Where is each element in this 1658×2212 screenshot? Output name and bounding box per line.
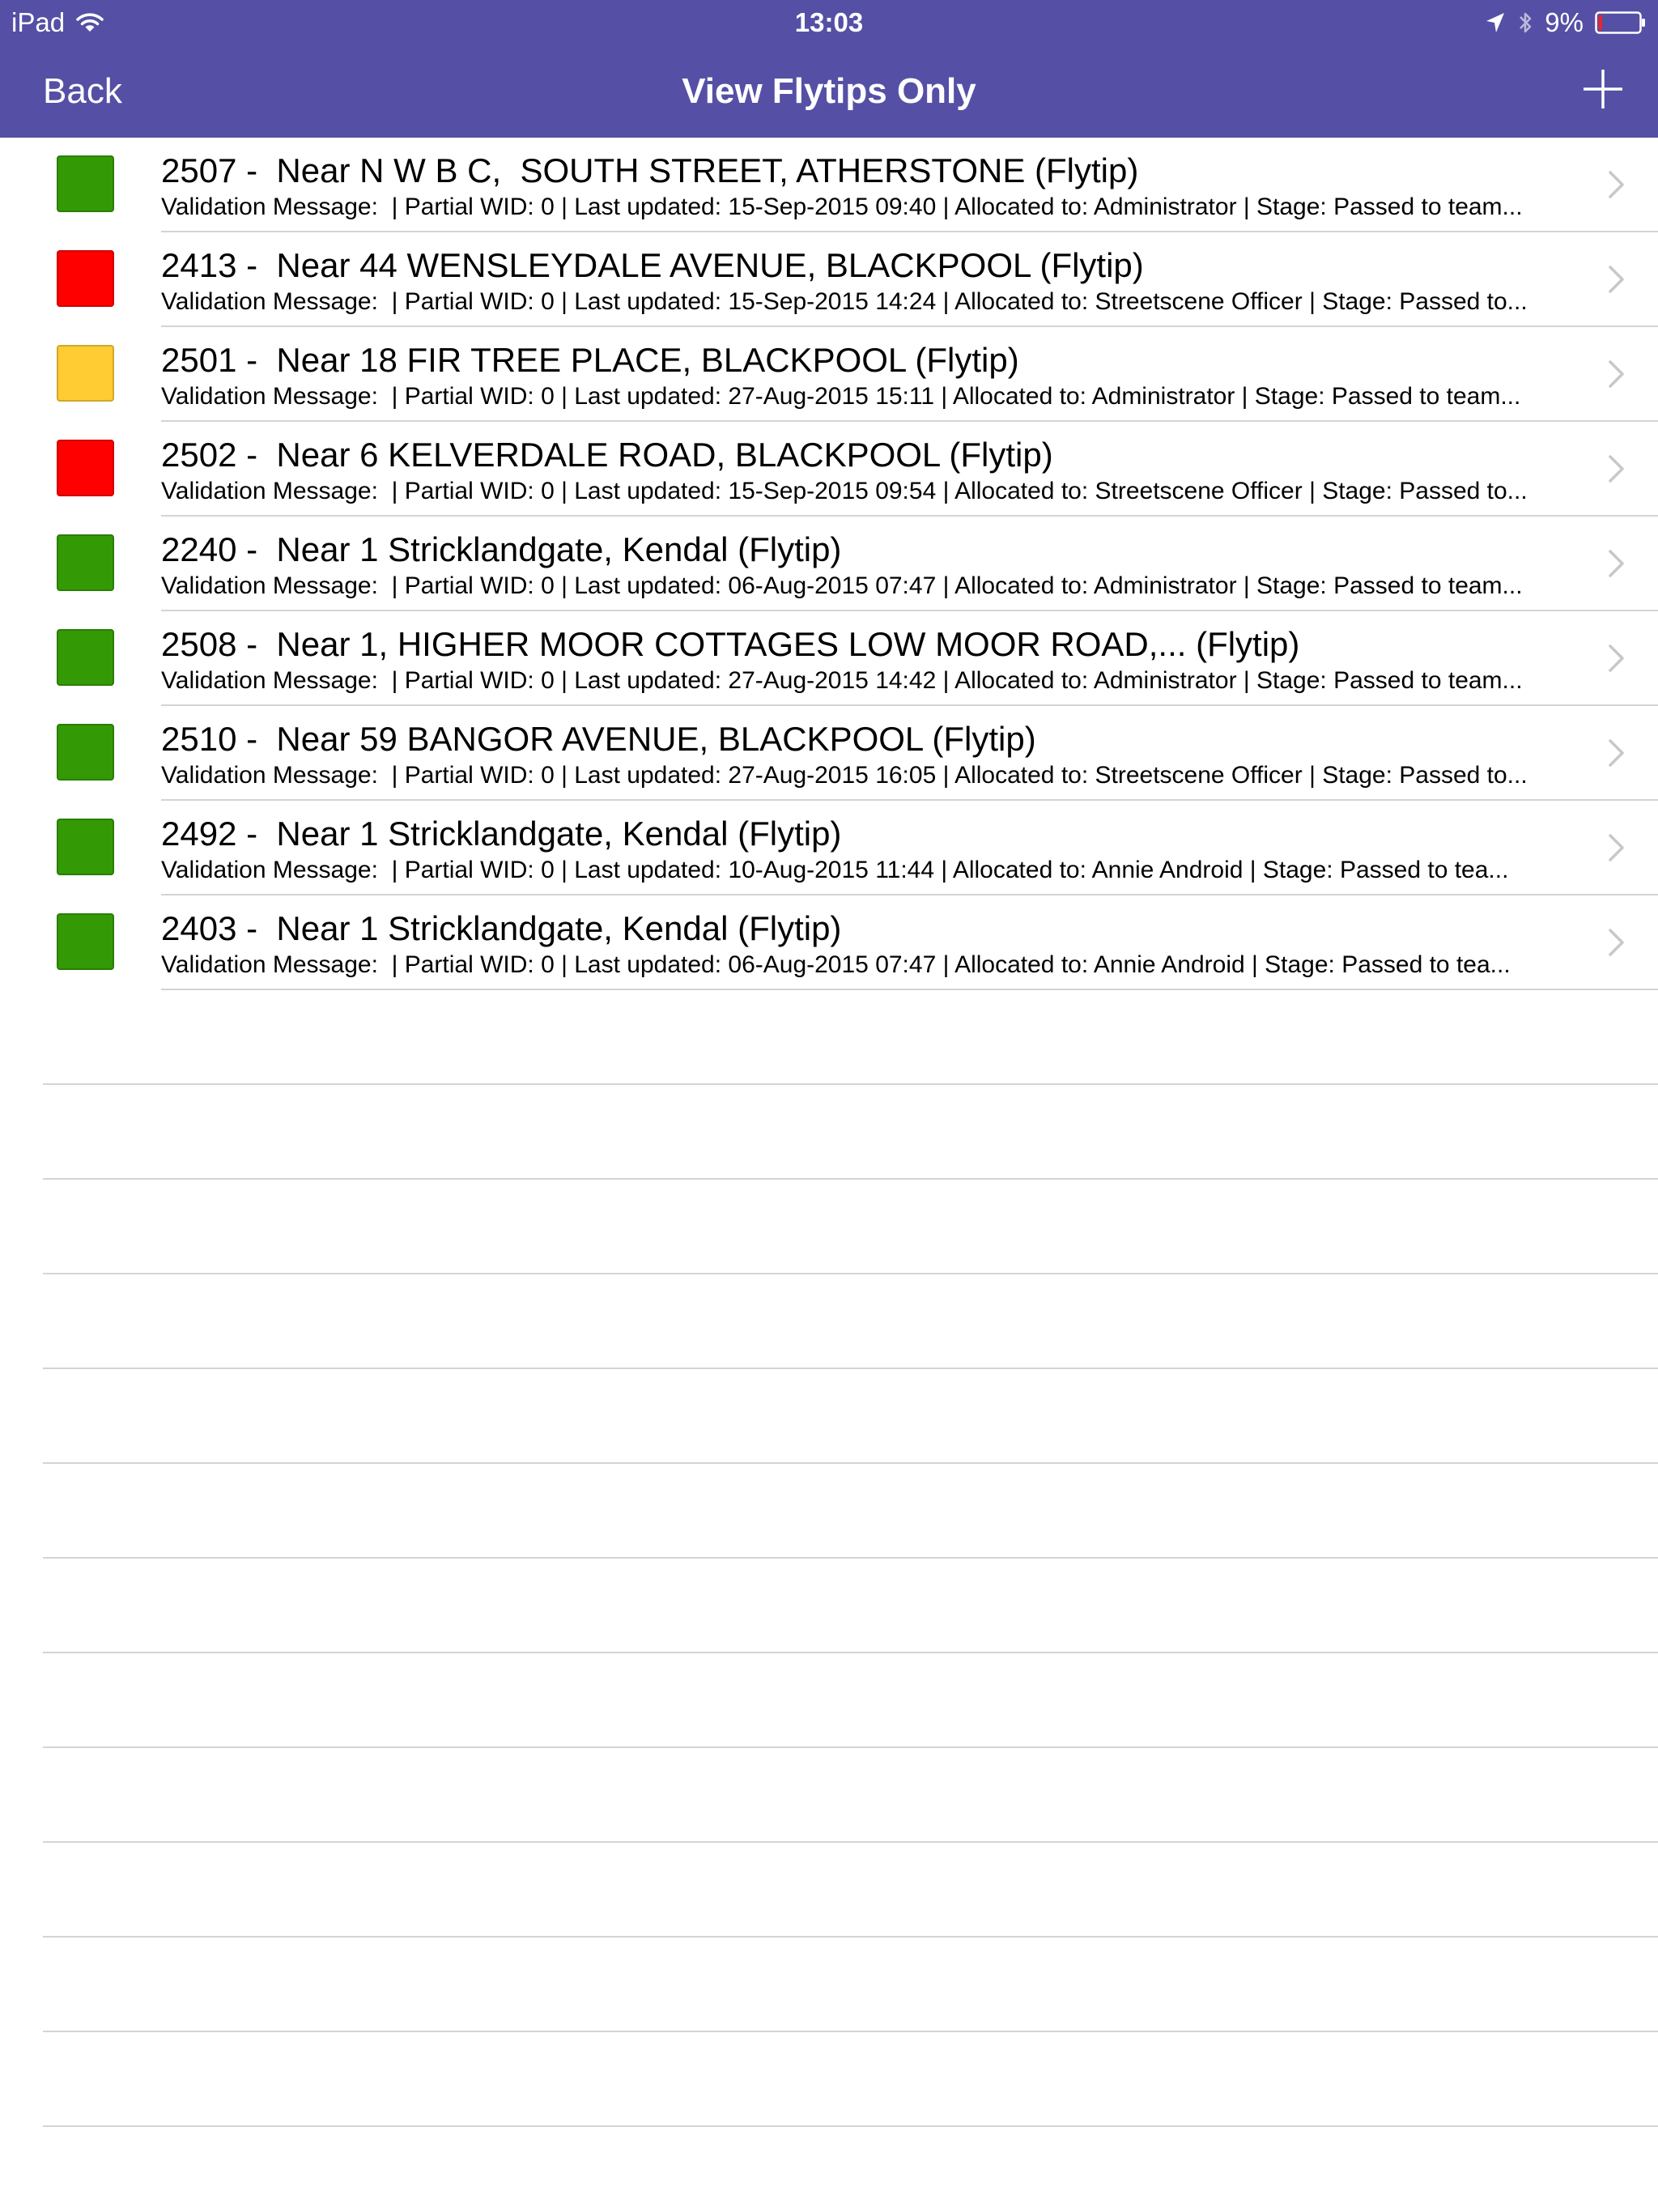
chevron-right-icon [1608,928,1626,957]
battery-icon [1595,11,1647,34]
list-item[interactable] [0,611,1658,706]
page-title: View Flytips Only [682,71,976,111]
empty-row-separator [0,1085,1658,1180]
battery-percent: 9% [1545,7,1584,37]
status-indicator [57,724,114,781]
list-item-title: 2501 - Near 18 FIR TREE PLACE, BLACKPOOL (Flytip) [161,341,1019,379]
list-item-title: 2240 - Near 1 Stricklandgate, Kendal (Flytip) [161,530,842,568]
status-time: 13:03 [794,7,864,37]
list-item[interactable] [0,327,1658,422]
status-indicator [57,250,114,307]
empty-row-separator [0,1938,1658,2032]
list-item[interactable] [0,801,1658,895]
list-item-title: 2403 - Near 1 Stricklandgate, Kendal (Flytip) [161,909,842,947]
empty-row-separator [0,1369,1658,1464]
list-item-detail: Validation Message: | Partial WID: 0 | Last updated: 15-Sep-2015 09:40 | Allocated to: Administrator | Stage: Passed to team... [161,194,1523,220]
list-item-title: 2508 - Near 1, HIGHER MOOR COTTAGES LOW MOOR ROAD,... (Flytip) [161,625,1300,663]
status-indicator [57,440,114,496]
list-item-detail: Validation Message: | Partial WID: 0 | Last updated: 27-Aug-2015 15:11 | Allocated to: Administrator | Stage: Passed to team... [161,383,1521,410]
back-button[interactable]: Back [43,71,122,111]
list-item-detail: Validation Message: | Partial WID: 0 | Last updated: 06-Aug-2015 07:47 | Allocated to: Administrator | Stage: Passed to team... [161,572,1523,599]
list-item-title: 2502 - Near 6 KELVERDALE ROAD, BLACKPOOL (Flytip) [161,436,1053,474]
device-name: iPad [11,7,66,37]
empty-row-separator [0,1180,1658,1274]
empty-table-area [0,990,1658,2212]
list-item-detail: Validation Message: | Partial WID: 0 | Last updated: 15-Sep-2015 14:24 | Allocated to: Streetscene Officer | Stage: Passed to... [161,288,1528,315]
navigation-bar [0,45,1658,138]
chevron-right-icon [1608,738,1626,768]
chevron-right-icon [1608,359,1626,389]
chevron-right-icon [1608,454,1626,483]
list-item-detail: Validation Message: | Partial WID: 0 | Last updated: 06-Aug-2015 07:47 | Allocated to: Annie Android | Stage: Passed to tea... [161,951,1511,978]
list-item-detail: Validation Message: | Partial WID: 0 | Last updated: 27-Aug-2015 14:42 | Allocated to: Administrator | Stage: Passed to team... [161,667,1523,694]
chevron-right-icon [1608,549,1626,578]
status-indicator [57,819,114,875]
empty-row-separator [0,2127,1658,2212]
status-indicator [57,534,114,591]
list-item[interactable] [0,895,1658,990]
status-indicator [57,629,114,686]
empty-row-separator [0,1274,1658,1369]
plus-icon [1579,65,1627,113]
list-item-detail: Validation Message: | Partial WID: 0 | Last updated: 27-Aug-2015 16:05 | Allocated to: Streetscene Officer | Stage: Passed to... [161,762,1528,789]
chevron-right-icon [1608,170,1626,199]
list-item[interactable] [0,706,1658,801]
empty-row-separator [0,1653,1658,1748]
list-item-title: 2510 - Near 59 BANGOR AVENUE, BLACKPOOL (Flytip) [161,720,1036,758]
chevron-right-icon [1608,833,1626,862]
chevron-right-icon [1608,644,1626,673]
list-item-title: 2507 - Near N W B C, SOUTH STREET, ATHERSTONE (Flytip) [161,151,1139,189]
empty-row-separator [0,1559,1658,1653]
empty-row-separator [0,990,1658,1085]
list-item[interactable] [0,232,1658,327]
list-item[interactable] [0,138,1658,232]
list-item-title: 2492 - Near 1 Stricklandgate, Kendal (Flytip) [161,815,842,853]
bluetooth-icon [1517,10,1533,36]
status-right [1485,5,1647,40]
list-item-detail: Validation Message: | Partial WID: 0 | Last updated: 15-Sep-2015 09:54 | Allocated to: Streetscene Officer | Stage: Passed to... [161,478,1528,504]
flytip-list [0,138,1658,990]
status-indicator [57,155,114,212]
empty-row-separator [0,1843,1658,1938]
location-arrow-icon [1485,11,1506,34]
empty-row-separator [0,1464,1658,1559]
status-indicator [57,345,114,402]
status-bar [0,0,1658,45]
status-indicator [57,913,114,970]
chevron-right-icon [1608,265,1626,294]
list-item-detail: Validation Message: | Partial WID: 0 | Last updated: 10-Aug-2015 11:44 | Allocated to: Annie Android | Stage: Passed to tea... [161,857,1509,883]
battery-fill [1599,15,1602,31]
list-item-title: 2413 - Near 44 WENSLEYDALE AVENUE, BLACKPOOL (Flytip) [161,246,1144,284]
add-button[interactable] [1579,65,1627,113]
list-item[interactable] [0,422,1658,517]
empty-row-separator [0,1748,1658,1843]
empty-row-separator [0,2032,1658,2127]
list-item[interactable] [0,517,1658,611]
